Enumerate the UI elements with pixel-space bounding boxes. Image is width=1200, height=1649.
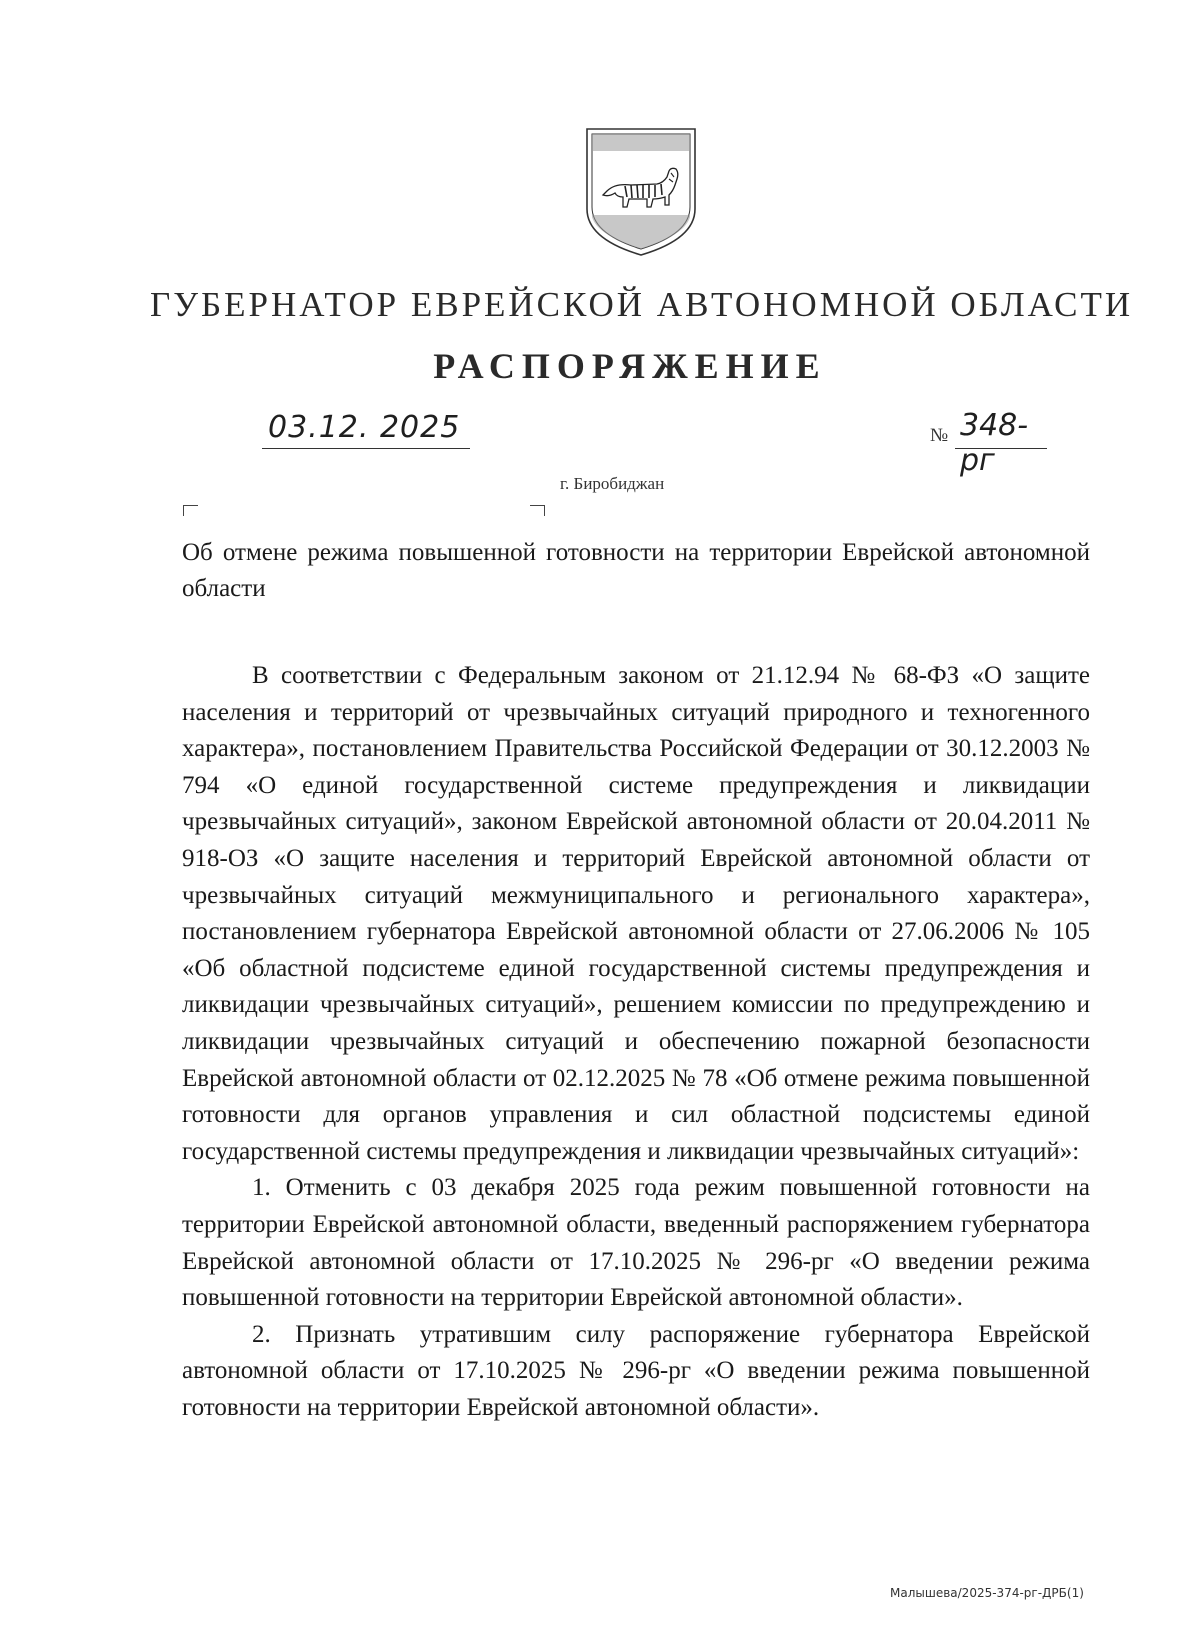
issuing-authority: ГУБЕРНАТОР ЕВРЕЙСКОЙ АВТОНОМНОЙ ОБЛАСТИ: [150, 285, 1134, 324]
coat-of-arms-tiger-icon: [585, 127, 697, 257]
document-subject: Об отмене режима повышенной готовности на территории Еврейской автономной области: [182, 539, 1090, 602]
document-date: 03.12. 2025: [268, 410, 461, 445]
order-item-1: 1. Отменить с 03 декабря 2025 года режим повышенной готовности на территории Еврейской автономной области, введенный распоряжением губернатора Еврейской автономной области от 17.10.2025 № 296-рг «О введении режима повышенной готовности на территории Еврейской автономной области».: [182, 1174, 1090, 1312]
subject-corner-mark-right: [530, 505, 545, 516]
number-underline: [955, 448, 1047, 449]
document-type-title: РАСПОРЯЖЕНИЕ: [433, 346, 827, 386]
document-registry-code: Малышева/2025-374-рг-ДРБ(1): [890, 1586, 1084, 1600]
place-of-issue: г. Биробиджан: [560, 474, 665, 493]
order-item-2: 2. Признать утратившим силу распоряжение губернатора Еврейской автономной области от 17.10.2025 № 296-рг «О введении режима повышенной готовности на территории Еврейской автономной области».: [182, 1320, 1090, 1421]
document-body: [182, 658, 1090, 1426]
preamble-paragraph: В соответствии с Федеральным законом от 21.12.94 № 68-ФЗ «О защите населения и территорий от чрезвычайных ситуаций природного и техногенного характера», постановлением Правительства Российской Федерации от 30.12.2003 № 794 «О единой государственной системе предупреждения и ликвидации чрезвычайных ситуаций», законом Еврейской автономной области от 20.04.2011 № 918-ОЗ «О защите населения и территорий Еврейской автономной области от чрезвычайных ситуаций межмуниципального и регионального характера», постановлением губернатора Еврейской автономной области от 27.06.2006 № 105 «Об областной подсистеме единой государственной системы предупреждения и ликвидации чрезвычайных ситуаций», решением комиссии по предупреждению и ликвидации чрезвычайных ситуаций и обеспечению пожарной безопасности Еврейской автономной области от 02.12.2025 № 78 «Об отмене режима повышенной готовности для органов управления и сил областной подсистемы единой государственной системы предупреждения и ликвидации чрезвычайных ситуаций»:: [182, 662, 1090, 1165]
number-label: №: [930, 425, 949, 446]
document-number: 348-рг: [960, 408, 1029, 478]
subject-corner-mark-left: [183, 505, 198, 516]
date-underline: [262, 448, 470, 449]
